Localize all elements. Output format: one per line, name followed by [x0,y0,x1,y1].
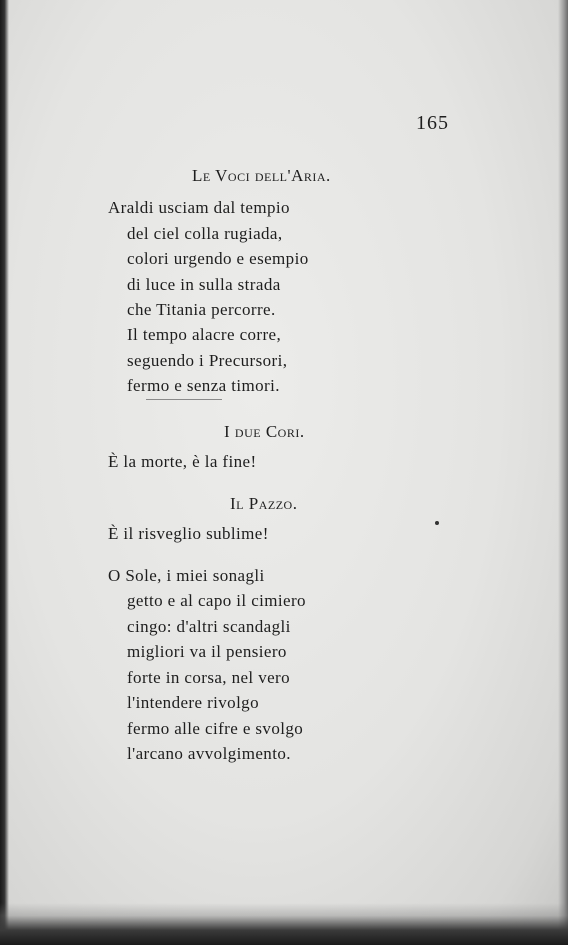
paper-speck [435,521,439,525]
verse-line: seguendo i Precursori, [127,351,288,370]
verse-line: Araldi usciam dal tempio [108,198,290,217]
speaker-heading-pazzo: Il Pazzo. [230,494,298,513]
verse-line: fermo e senza timori. [127,376,280,395]
verse-line: O Sole, i miei sonagli [108,566,265,585]
verse-line: cingo: d'altri scandagli [127,617,291,636]
verse-line: È la morte, è la fine! [108,452,257,471]
verse-line: È il risveglio sublime! [108,524,269,543]
verse-line: fermo alle cifre e svolgo [127,719,304,738]
page-edge-shadow [558,0,568,945]
verse-line: migliori va il pensiero [127,642,287,661]
verse-line: l'arcano avvolgimento. [127,744,291,763]
verse-line: l'intendere rivolgo [127,693,259,712]
page-bottom-shadow [0,903,568,945]
verse-line: del ciel colla rugiada, [127,224,283,243]
verse-line: forte in corsa, nel vero [127,668,291,687]
section-divider [146,399,222,400]
verse-line: colori urgendo e esempio [127,249,309,268]
page-binding-shadow [0,0,9,945]
speaker-heading-cori: I due Cori. [224,422,305,441]
verse-line: getto e al capo il cimiero [127,591,306,610]
speaker-heading-voci: Le Voci dell'Aria. [192,166,331,185]
verse-line: di luce in sulla strada [127,275,281,294]
page-number: 165 [416,112,449,134]
verse-line: Il tempo alacre corre, [127,325,282,344]
verse-line: che Titania percorre. [127,300,276,319]
